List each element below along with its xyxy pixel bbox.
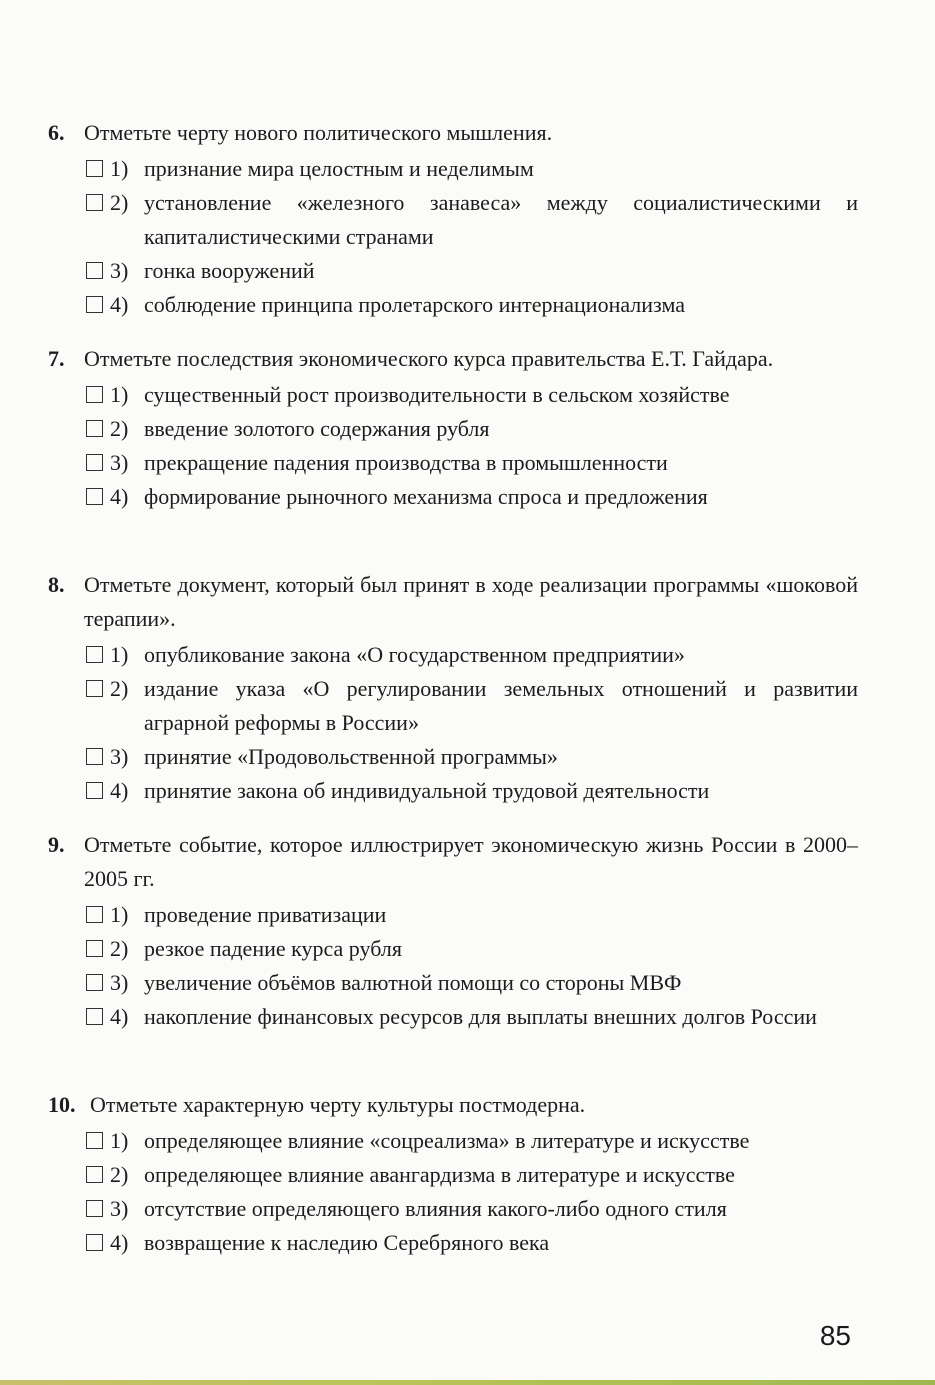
option-number: 4) (110, 1230, 129, 1255)
answer-checkbox[interactable] (86, 680, 103, 697)
option-2 (86, 932, 858, 966)
option-number: 1) (110, 382, 129, 407)
answer-checkbox[interactable] (86, 488, 103, 505)
option-text: признание мира целостным и неделимым (144, 156, 534, 181)
question-text: Отметьте характерную черту культуры постмодерна. (90, 1092, 586, 1117)
option-number: 1) (110, 902, 129, 927)
question-header (48, 342, 858, 376)
question-text: Отметьте черту нового политического мышления. (84, 120, 553, 145)
answer-checkbox[interactable] (86, 194, 103, 211)
option-number: 1) (110, 156, 129, 181)
option-text: определяющее влияние авангардизма в литературе и искусстве (144, 1162, 735, 1187)
option-1 (86, 638, 858, 672)
options-list (48, 378, 858, 514)
option-text: проведение приватизации (144, 902, 387, 927)
question-number: 9. (48, 832, 65, 857)
question-header (48, 828, 858, 896)
option-number: 2) (110, 190, 129, 215)
option-1 (86, 1124, 858, 1158)
option-text: издание указа «О регулировании земельных отношений и развитии аграрной реформы в России» (144, 676, 858, 735)
question-number: 8. (48, 572, 65, 597)
option-4 (86, 774, 858, 808)
options-list (48, 1124, 858, 1260)
option-number: 2) (110, 936, 129, 961)
answer-checkbox[interactable] (86, 1008, 103, 1025)
question-10 (48, 1088, 858, 1260)
question-header (48, 116, 858, 150)
option-text: отсутствие определяющего влияния какого-либо одного стиля (144, 1196, 727, 1221)
option-4 (86, 1226, 858, 1260)
option-text: установление «железного занавеса» между социалистическими и капиталистическими странами (144, 190, 858, 249)
option-number: 1) (110, 1128, 129, 1153)
question-text: Отметьте последствия экономического курса правительства Е.Т. Гайдара. (84, 346, 774, 371)
answer-checkbox[interactable] (86, 748, 103, 765)
option-text: введение золотого содержания рубля (144, 416, 490, 441)
option-text: формирование рыночного механизма спроса и предложения (144, 484, 708, 509)
option-number: 4) (110, 1004, 129, 1029)
option-2 (86, 1158, 858, 1192)
option-number: 1) (110, 642, 129, 667)
answer-checkbox[interactable] (86, 1200, 103, 1217)
option-number: 3) (110, 450, 129, 475)
option-number: 3) (110, 744, 129, 769)
option-text: принятие закона об индивидуальной трудовой деятельности (144, 778, 710, 803)
options-list (48, 152, 858, 322)
option-3 (86, 740, 858, 774)
option-text: соблюдение принципа пролетарского интернационализма (144, 292, 685, 317)
question-text: Отметьте документ, который был принят в ходе реализации программы «шоковой терапии». (84, 572, 858, 631)
question-7 (48, 342, 858, 514)
question-6 (48, 116, 858, 322)
option-4 (86, 480, 858, 514)
answer-checkbox[interactable] (86, 974, 103, 991)
option-text: прекращение падения производства в промышленности (144, 450, 668, 475)
answer-checkbox[interactable] (86, 420, 103, 437)
option-number: 2) (110, 1162, 129, 1187)
question-header (48, 1088, 858, 1122)
answer-checkbox[interactable] (86, 454, 103, 471)
option-2 (86, 412, 858, 446)
answer-checkbox[interactable] (86, 386, 103, 403)
question-number: 10. (48, 1092, 76, 1117)
option-4 (86, 288, 858, 322)
question-9 (48, 828, 858, 1034)
option-text: увеличение объёмов валютной помощи со стороны МВФ (144, 970, 682, 995)
option-text: гонка вооружений (144, 258, 315, 283)
answer-checkbox[interactable] (86, 782, 103, 799)
page-bottom-edge (0, 1380, 935, 1385)
option-number: 4) (110, 292, 129, 317)
options-list (48, 638, 858, 808)
answer-checkbox[interactable] (86, 1166, 103, 1183)
option-text: возвращение к наследию Серебряного века (144, 1230, 550, 1255)
answer-checkbox[interactable] (86, 906, 103, 923)
answer-checkbox[interactable] (86, 1234, 103, 1251)
option-3 (86, 1192, 858, 1226)
option-number: 3) (110, 258, 129, 283)
option-number: 3) (110, 970, 129, 995)
option-text: определяющее влияние «соцреализма» в литературе и искусстве (144, 1128, 750, 1153)
answer-checkbox[interactable] (86, 262, 103, 279)
option-4 (86, 1000, 858, 1034)
option-number: 4) (110, 484, 129, 509)
question-number: 6. (48, 120, 65, 145)
option-1 (86, 378, 858, 412)
option-text: резкое падение курса рубля (144, 936, 402, 961)
option-number: 4) (110, 778, 129, 803)
option-1 (86, 152, 858, 186)
option-2 (86, 672, 858, 740)
option-number: 3) (110, 1196, 129, 1221)
option-number: 2) (110, 676, 129, 701)
option-text: существенный рост производительности в сельском хозяйстве (144, 382, 730, 407)
answer-checkbox[interactable] (86, 160, 103, 177)
answer-checkbox[interactable] (86, 296, 103, 313)
answer-checkbox[interactable] (86, 940, 103, 957)
option-text: опубликование закона «О государственном предприятии» (144, 642, 685, 667)
option-3 (86, 446, 858, 480)
answer-checkbox[interactable] (86, 646, 103, 663)
question-header (48, 568, 858, 636)
option-3 (86, 254, 858, 288)
option-text: принятие «Продовольственной программы» (144, 744, 558, 769)
question-text: Отметьте событие, которое иллюстрирует экономическую жизнь России в 2000–2005 гг. (84, 832, 858, 891)
option-number: 2) (110, 416, 129, 441)
option-3 (86, 966, 858, 1000)
option-text: накопление финансовых ресурсов для выплаты внешних долгов России (144, 1004, 817, 1029)
page-number: 85 (819, 1320, 851, 1351)
question-8 (48, 568, 858, 808)
options-list (48, 898, 858, 1034)
option-1 (86, 898, 858, 932)
option-2 (86, 186, 858, 254)
answer-checkbox[interactable] (86, 1132, 103, 1149)
question-number: 7. (48, 346, 65, 371)
